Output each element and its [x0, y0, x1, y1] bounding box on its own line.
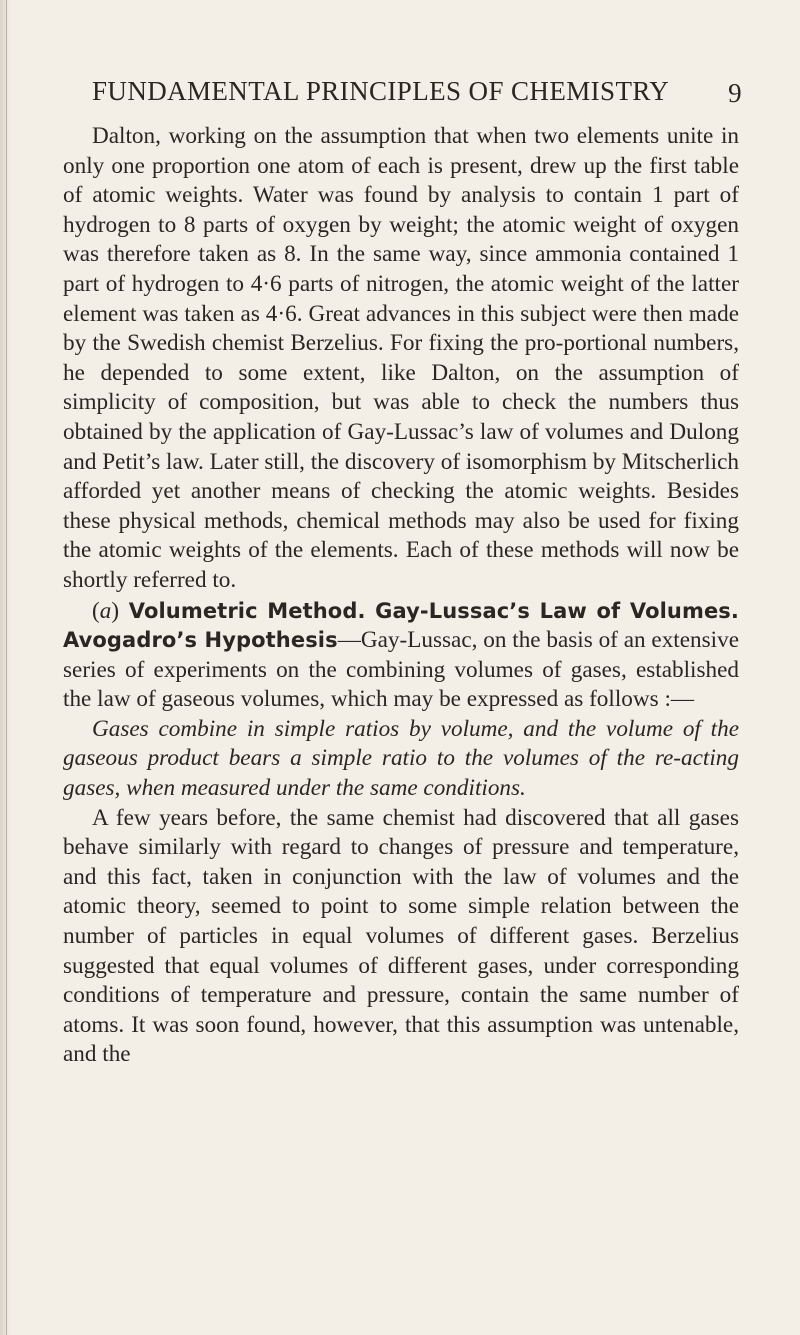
section-heading-text: Volumetric Method. Gay-Lussac’s Law of Volumes. Avogadro’s Hypothesis: [63, 598, 739, 653]
section-marker-letter: a: [99, 597, 112, 623]
page-edge-line: [6, 0, 7, 1335]
section-marker-open: (: [92, 597, 100, 623]
running-head-title: FUNDAMENTAL PRINCIPLES OF CHEMISTRY: [92, 76, 670, 106]
paragraph-dalton: Dalton, working on the assumption that when two elements unite in only one proportion one atom of each is present, drew up the first table of atomic weights. Water was found by analysis to contain 1 part of hydrogen to 8 parts of oxygen by weight; the atomic weight of oxygen was therefore taken as 8. In the same way, since ammonia contained 1 part of hydrogen to 4·6 parts of nitrogen, the atomic weight of the latter element was taken as 4·6. Great advances in this subject were then made by the Swedish chemist Berzelius. For fixing the pro-portional numbers, he depended to some extent, like Dalton, on the assumption of simplicity of composition, but was able to check the numbers thus obtained by the application of Gay-Lussac’s law of volumes and Dulong and Petit’s law. Later still, the discovery of isomorphism by Mitscherlich afforded yet another means of checking the atomic weights. Besides these physical methods, chemical methods may also be used for fixing the atomic weights of the elements. Each of these methods will now be shortly referred to.: [63, 123, 739, 593]
section-marker-close: ): [111, 597, 120, 623]
section-text: —Gay-Lussac, on the basis of an extensive series of experiments on the combining volumes of gases, established the law of gaseous volumes, which may be expressed as follows :—: [63, 627, 739, 713]
paragraph-volumetric-method: [63, 596, 739, 715]
page-number: 9: [728, 78, 742, 108]
running-head: [92, 76, 742, 107]
law-statement: Gases combine in simple ratios by volume, and the volume of the gaseous product bears a simple ratio to the volumes of the re-acting gases, when measured under the same conditions.: [63, 715, 739, 802]
paragraph-berzelius: A few years before, the same chemist had discovered that all gases behave similarly with regard to changes of pressure and temperature, and this fact, taken in conjunction with the law of volumes and the atomic theory, seemed to point to some simple relation between the number of particles in equal volumes of different gases. Berzelius suggested that equal volumes of different gases, under corresponding conditions of temperature and pressure, contain the same number of atoms. It was soon found, however, that this assumption was untenable, and the: [63, 804, 739, 1068]
body-text: [63, 122, 739, 1070]
